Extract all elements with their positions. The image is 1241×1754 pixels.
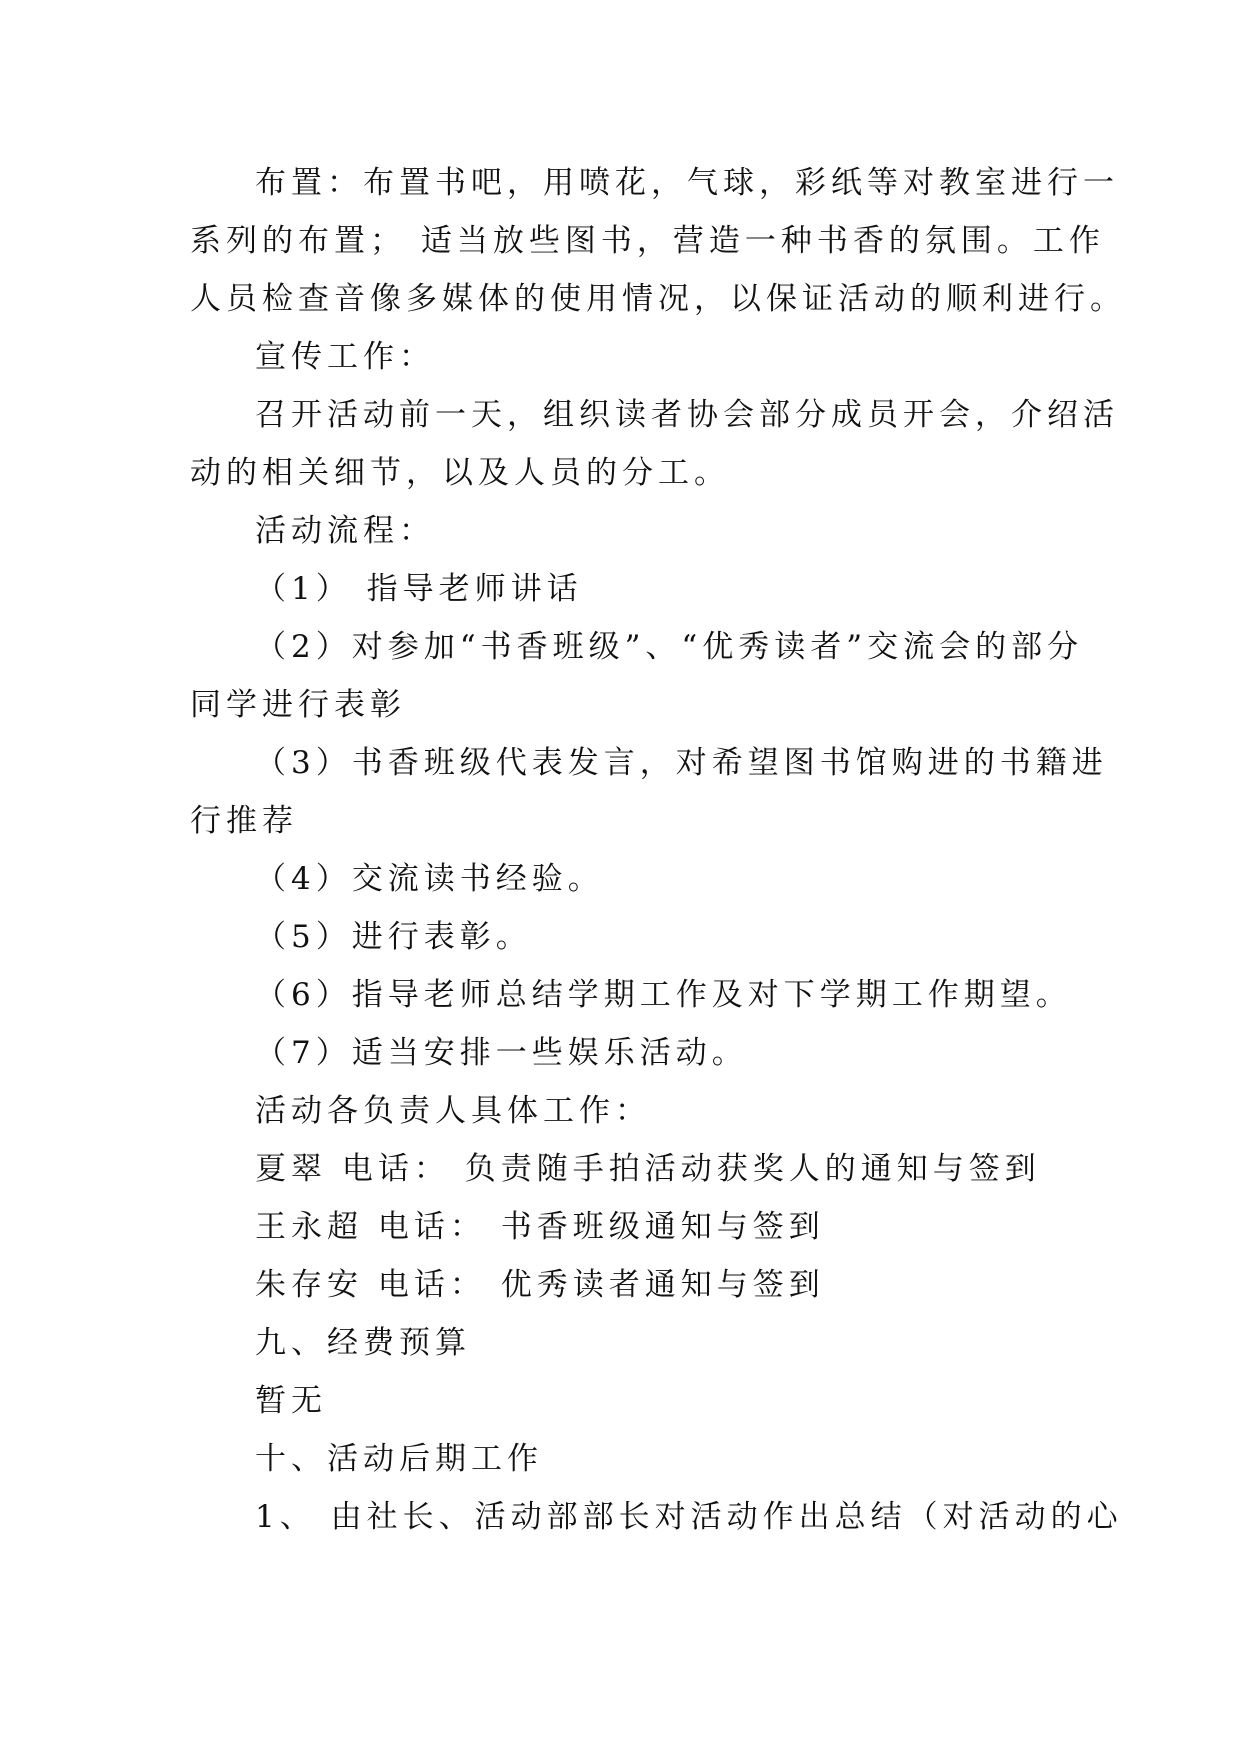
process-item-2-line-1: （2）对参加“书香班级”、“优秀读者”交流会的部分 <box>255 629 1084 665</box>
process-item-1: （1） 指导老师讲话 <box>255 571 583 607</box>
process-item-3-line-2: 行推荐 <box>190 803 298 839</box>
heading-responsibilities: 活动各负责人具体工作： <box>255 1093 651 1129</box>
heading-publicity: 宣传工作： <box>255 339 435 375</box>
budget-value: 暂无 <box>255 1383 327 1419</box>
heading-process: 活动流程： <box>255 513 435 549</box>
heading-budget: 九、经费预算 <box>255 1325 471 1361</box>
followup-item-1: 1、 由社长、活动部部长对活动作出总结（对活动的心 <box>255 1499 1123 1535</box>
process-item-7: （7）适当安排一些娱乐活动。 <box>255 1035 748 1071</box>
process-item-5: （5）进行表彰。 <box>255 919 532 955</box>
paragraph-setup-line-1: 布置：布置书吧，用喷花，气球，彩纸等对教室进行一 <box>255 165 1119 201</box>
process-item-3-line-1: （3）书香班级代表发言，对希望图书馆购进的书籍进 <box>255 745 1108 781</box>
process-item-6: （6）指导老师总结学期工作及对下学期工作期望。 <box>255 977 1072 1013</box>
process-item-2-line-2: 同学进行表彰 <box>190 687 406 723</box>
paragraph-setup-line-2: 系列的布置； 适当放些图书，营造一种书香的氛围。工作 <box>190 223 1105 259</box>
responsibility-row-2: 王永超 电话： 书香班级通知与签到 <box>255 1209 825 1245</box>
paragraph-setup-line-3: 人员检查音像多媒体的使用情况，以保证活动的顺利进行。 <box>190 281 1126 317</box>
paragraph-publicity-line-1: 召开活动前一天，组织读者协会部分成员开会，介绍活 <box>255 397 1119 433</box>
process-item-4: （4）交流读书经验。 <box>255 861 604 897</box>
heading-followup: 十、活动后期工作 <box>255 1441 543 1477</box>
responsibility-row-1: 夏翠 电话： 负责随手拍活动获奖人的通知与签到 <box>255 1151 1041 1187</box>
responsibility-row-3: 朱存安 电话： 优秀读者通知与签到 <box>255 1267 825 1303</box>
paragraph-publicity-line-2: 动的相关细节，以及人员的分工。 <box>190 455 730 491</box>
